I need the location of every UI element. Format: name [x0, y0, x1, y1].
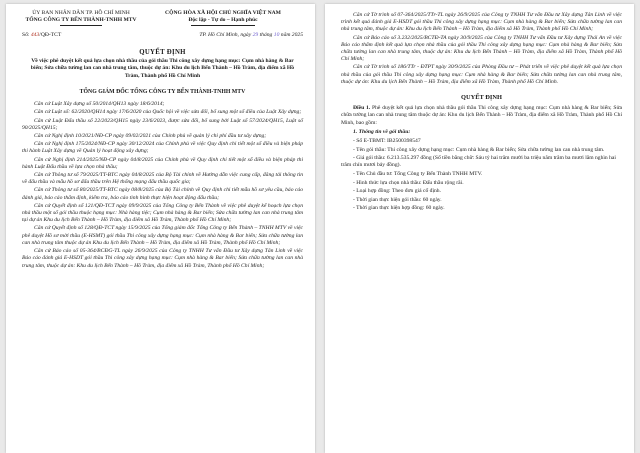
package-info-item: - Thời gian thực hiện gói thầu: 60 ngày. — [353, 196, 442, 203]
article-1-text: Phê duyệt kết quả lựa chọn nhà thầu gói thầu Thi công xây dựng hạng mục: Cụm nhà hàng & Bar biển; Sửa chữa tường lan can nhà trung tâm thuộc dự án: Khu du lịch Bến Thành – Hồ Tràm, địa điểm xã Hồ Tràm, Thành phố Hồ Chí Minh, bao gồm: — [341, 105, 622, 126]
section-1-heading: 1. Thông tin về gói thầu: — [353, 128, 411, 135]
document-title: QUYẾT ĐỊNH — [139, 48, 186, 56]
article-1 — [341, 105, 622, 127]
document-date — [199, 32, 303, 39]
org-underline — [60, 25, 102, 26]
package-info-list — [341, 138, 622, 213]
issuing-organization — [22, 10, 140, 26]
package-info-item: - Số E-TBMT: IB2500398547 — [353, 138, 421, 145]
org-line-1: ỦY BAN NHÂN DÂN TP. HỒ CHÍ MINH — [32, 10, 130, 16]
legal-basis-item: Căn cứ Báo cáo số 05-364/BCĐG-TL ngày 26/9/2025 của Công ty TNHH Tư vấn Đầu tư Xây dựng Tân Linh về việc Báo cáo đánh giá E-HSDT gói thầu Thi công xây dựng hạng mục: Cụm nhà hàng & Bar biển; Sửa chữa tường lan can nhà trung tâm, thuộc dự án: Khu du lịch Bến Thành – Hồ Tràm, địa điểm xã Hồ Tràm, Thành phố Hồ Chí Minh; — [22, 248, 303, 269]
package-info-item: - Tên gói thầu: Thi công xây dựng hạng mục: Cụm nhà hàng & Bar biển; Sửa chữa tường lan can nhà trung tâm. — [353, 146, 605, 153]
legal-basis-item: Căn cứ Thông tư số 79/2025/TT-BTC ngày 04/8/2025 của Bộ Tài chính về Hướng dẫn việc cung cấp, đăng tải thông tin về đấu thầu và mẫu hồ sơ đấu thầu trên Hệ thống mạng đấu thầu quốc gia; — [22, 172, 303, 186]
legal-basis-item: Căn cứ Nghị định 175/2024/NĐ-CP ngày 30/12/2024 của Chính phủ về việc Quy định chi tiết một số điều và biện pháp thi hành Luật Xây dựng về Quản lý hoạt động xây dựng; — [22, 141, 303, 155]
legal-basis-list — [22, 101, 303, 269]
issuing-authority: TỔNG GIÁM ĐỐC TỔNG CÔNG TY BẾN THÀNH-TNHH MTV — [79, 89, 246, 96]
date-day-handwritten: 29 — [252, 32, 259, 39]
package-info-item: - Tên Chủ đầu tư: Tổng Công ty Bến Thành TNHH MTV. — [353, 171, 483, 178]
legal-basis-item: Căn cứ Quyết định số 121/QĐ-TCT ngày 09/9/2025 của Tổng Công ty Bến Thành về việc phê duyệt kế hoạch lựa chọn nhà thầu một số gói thầu thuộc hạng mục: Nhà hàng tiệc; Cụm nhà hàng & Bar biển; Sửa chữa tường lan can nhà trung tâm tại dự án Khu du lịch Bến Thành – Hồ Tràm, địa điểm xã Hồ Tràm, Thành phố Hồ Chí Minh; — [22, 202, 303, 224]
nation-line-1: CỘNG HÒA XÃ HỘI CHỦ NGHĨA VIỆT NAM — [165, 10, 281, 16]
number-suffix: /QĐ-TCT — [39, 32, 62, 39]
legal-basis-item: Căn cứ Tờ trình số 186/TTr - ĐTPT ngày 30/9/2025 của Phòng Đầu tư – Phát triển về việc phê duyệt kết quả lựa chọn nhà thầu của gói thầu Thi công xây dựng hạng mục: Cụm nhà hàng & Bar biển; Sửa chữa tường lan can nhà trung tâm, thuộc dự án: Khu du lịch Bến Thành – Hồ Tràm, địa điểm xã Hồ Tràm, Thành phố Hồ Chí Minh. — [341, 64, 622, 85]
package-info-item: - Loại hợp đồng: Theo đơn giá cố định. — [353, 188, 441, 195]
decision-heading: QUYẾT ĐỊNH — [461, 94, 502, 102]
package-info-item: - Hình thức lựa chọn nhà thầu: Đấu thầu rộng rãi. — [353, 179, 464, 186]
date-year: năm 2025 — [280, 32, 303, 39]
document-header — [22, 10, 303, 26]
document-subject: Về việc phê duyệt kết quả lựa chọn nhà thầu của gói thầu Thi công xây dựng hạng mục: Cụm nhà hàng & Bar biển; Sửa chữa tường lan can nhà trung tâm, thuộc dự án: Khu du lịch Bến Thành – Hồ Tràm, địa điểm xã Hồ Tràm, Thành phố Hồ Chí Minh — [30, 57, 295, 79]
legal-basis-item: Căn cứ Luật số: 62/2020/QH14 ngày 17/6/2020 của Quốc hội về việc sửa đổi, bổ sung một số điều của Luật Xây dựng; — [34, 109, 302, 116]
number-prefix: Số: — [22, 32, 30, 39]
number-date-row — [22, 32, 303, 39]
legal-basis-list-continued — [341, 12, 622, 86]
national-motto — [143, 10, 303, 26]
legal-basis-item: Căn cứ Tờ trình số 07-364/2025/TTr-TL ngày 26/9/2025 của Công ty TNHH Tư vấn Đầu tư Xây dựng Tân Linh về việc trình kết quả đánh giá E-HSDT gói thầu Thi công xây dựng hạng mục: Cụm nhà hàng & Bar biển; Sửa chữa tường lan can nhà trung tâm, thuộc dự án: Khu du lịch Bến Thành – Hồ Tràm, địa điểm xã Hồ Tràm, Thành phố Hồ Chí Minh; — [341, 12, 622, 33]
legal-basis-item: Căn cứ Quyết định số 128/QĐ-TCT ngày 15/9/2025 của Tổng giám đốc Tổng Công ty Bến Thành – TNHH MTV về việc phê duyệt Hồ sơ mời thầu (E-HSMT) gói thầu Thi công xây dựng hạng mục: Cụm nhà hàng & Bar biển; Sửa chữa tường lan can nhà trung tâm thuộc dự án Khu du lịch Bến Thành – Hồ Tràm, địa điểm xã Hồ Tràm, Thành phố Hồ Chí Minh; — [22, 225, 303, 246]
motto-underline — [191, 25, 255, 26]
legal-basis-item: Căn cứ Báo cáo số 3.232/2025/BCTĐ-TA ngày 30/9/2025 của Công ty TNHH Tư vấn Đầu tư Xây dựng Thái An về việc Báo cáo thẩm định kết quả lựa chọn nhà thầu của gói thầu Thi công xây dựng hạng mục: Cụm nhà hàng & Bar biển; Sửa chữa tường lan can nhà trung tâm, thuộc dự án: Khu du lịch Bến Thành – Hồ Tràm, địa điểm xã Hồ Tràm, Thành phố Hồ Chí Minh; — [341, 34, 622, 63]
date-month-handwritten: 10 — [273, 32, 280, 39]
package-info-item: - Giá gói thầu: 6.213.535.297 đồng (Số tiền bằng chữ: Sáu tỷ hai trăm mười ba triệu năm trăm ba mươi lăm nghìn hai trăm chín mươi bảy đồng). — [341, 155, 616, 169]
number-handwritten: 443 — [30, 32, 40, 39]
legal-basis-item: Căn cứ Luật Xây dựng số 50/2014/QH13 ngày 18/6/2014; — [34, 101, 165, 108]
date-month-label: tháng — [259, 32, 273, 39]
org-line-2: TỔNG CÔNG TY BẾN THÀNH-TNHH MTV — [25, 17, 137, 24]
date-prefix: TP. Hồ Chí Minh, ngày — [199, 32, 252, 39]
nation-line-2: Độc lập - Tự do – Hạnh phúc — [188, 17, 258, 24]
legal-basis-item: Căn cứ Thông tư số 80/2025/TT-BTC ngày 08/8/2025 của Bộ Tài chính về Quy định chi tiết mẫu hồ sơ yêu cầu, báo cáo đánh giá, báo cáo thẩm định, kiểm tra, báo cáo tình hình thực hiện hoạt động đấu thầu; — [22, 187, 303, 201]
document-number — [22, 32, 61, 39]
legal-basis-item: Căn cứ Luật Đấu thầu số 22/2023/QH15 ngày 23/6/2023, được sửa đổi, bổ sung bởi Luật số 57/2024/QH15, Luật số 90/2025/QH15; — [22, 117, 303, 131]
document-page-right — [325, 4, 634, 453]
legal-basis-item: Căn cứ Nghị định 10/2021/NĐ-CP ngày 09/02/2021 của Chính phủ về quản lý chi phí đầu tư xây dựng; — [34, 133, 267, 140]
legal-basis-item: Căn cứ Nghị định 214/2025/NĐ-CP ngày 04/8/2025 của Chính phủ về Quy định chi tiết một số điều và biện pháp thi hành Luật Đấu thầu về lựa chọn nhà thầu; — [22, 156, 303, 170]
package-info-item: - Thời gian thực hiện hợp đồng: 60 ngày. — [353, 205, 445, 212]
article-1-label: Điều 1. — [353, 105, 371, 112]
document-page-left — [6, 4, 315, 453]
